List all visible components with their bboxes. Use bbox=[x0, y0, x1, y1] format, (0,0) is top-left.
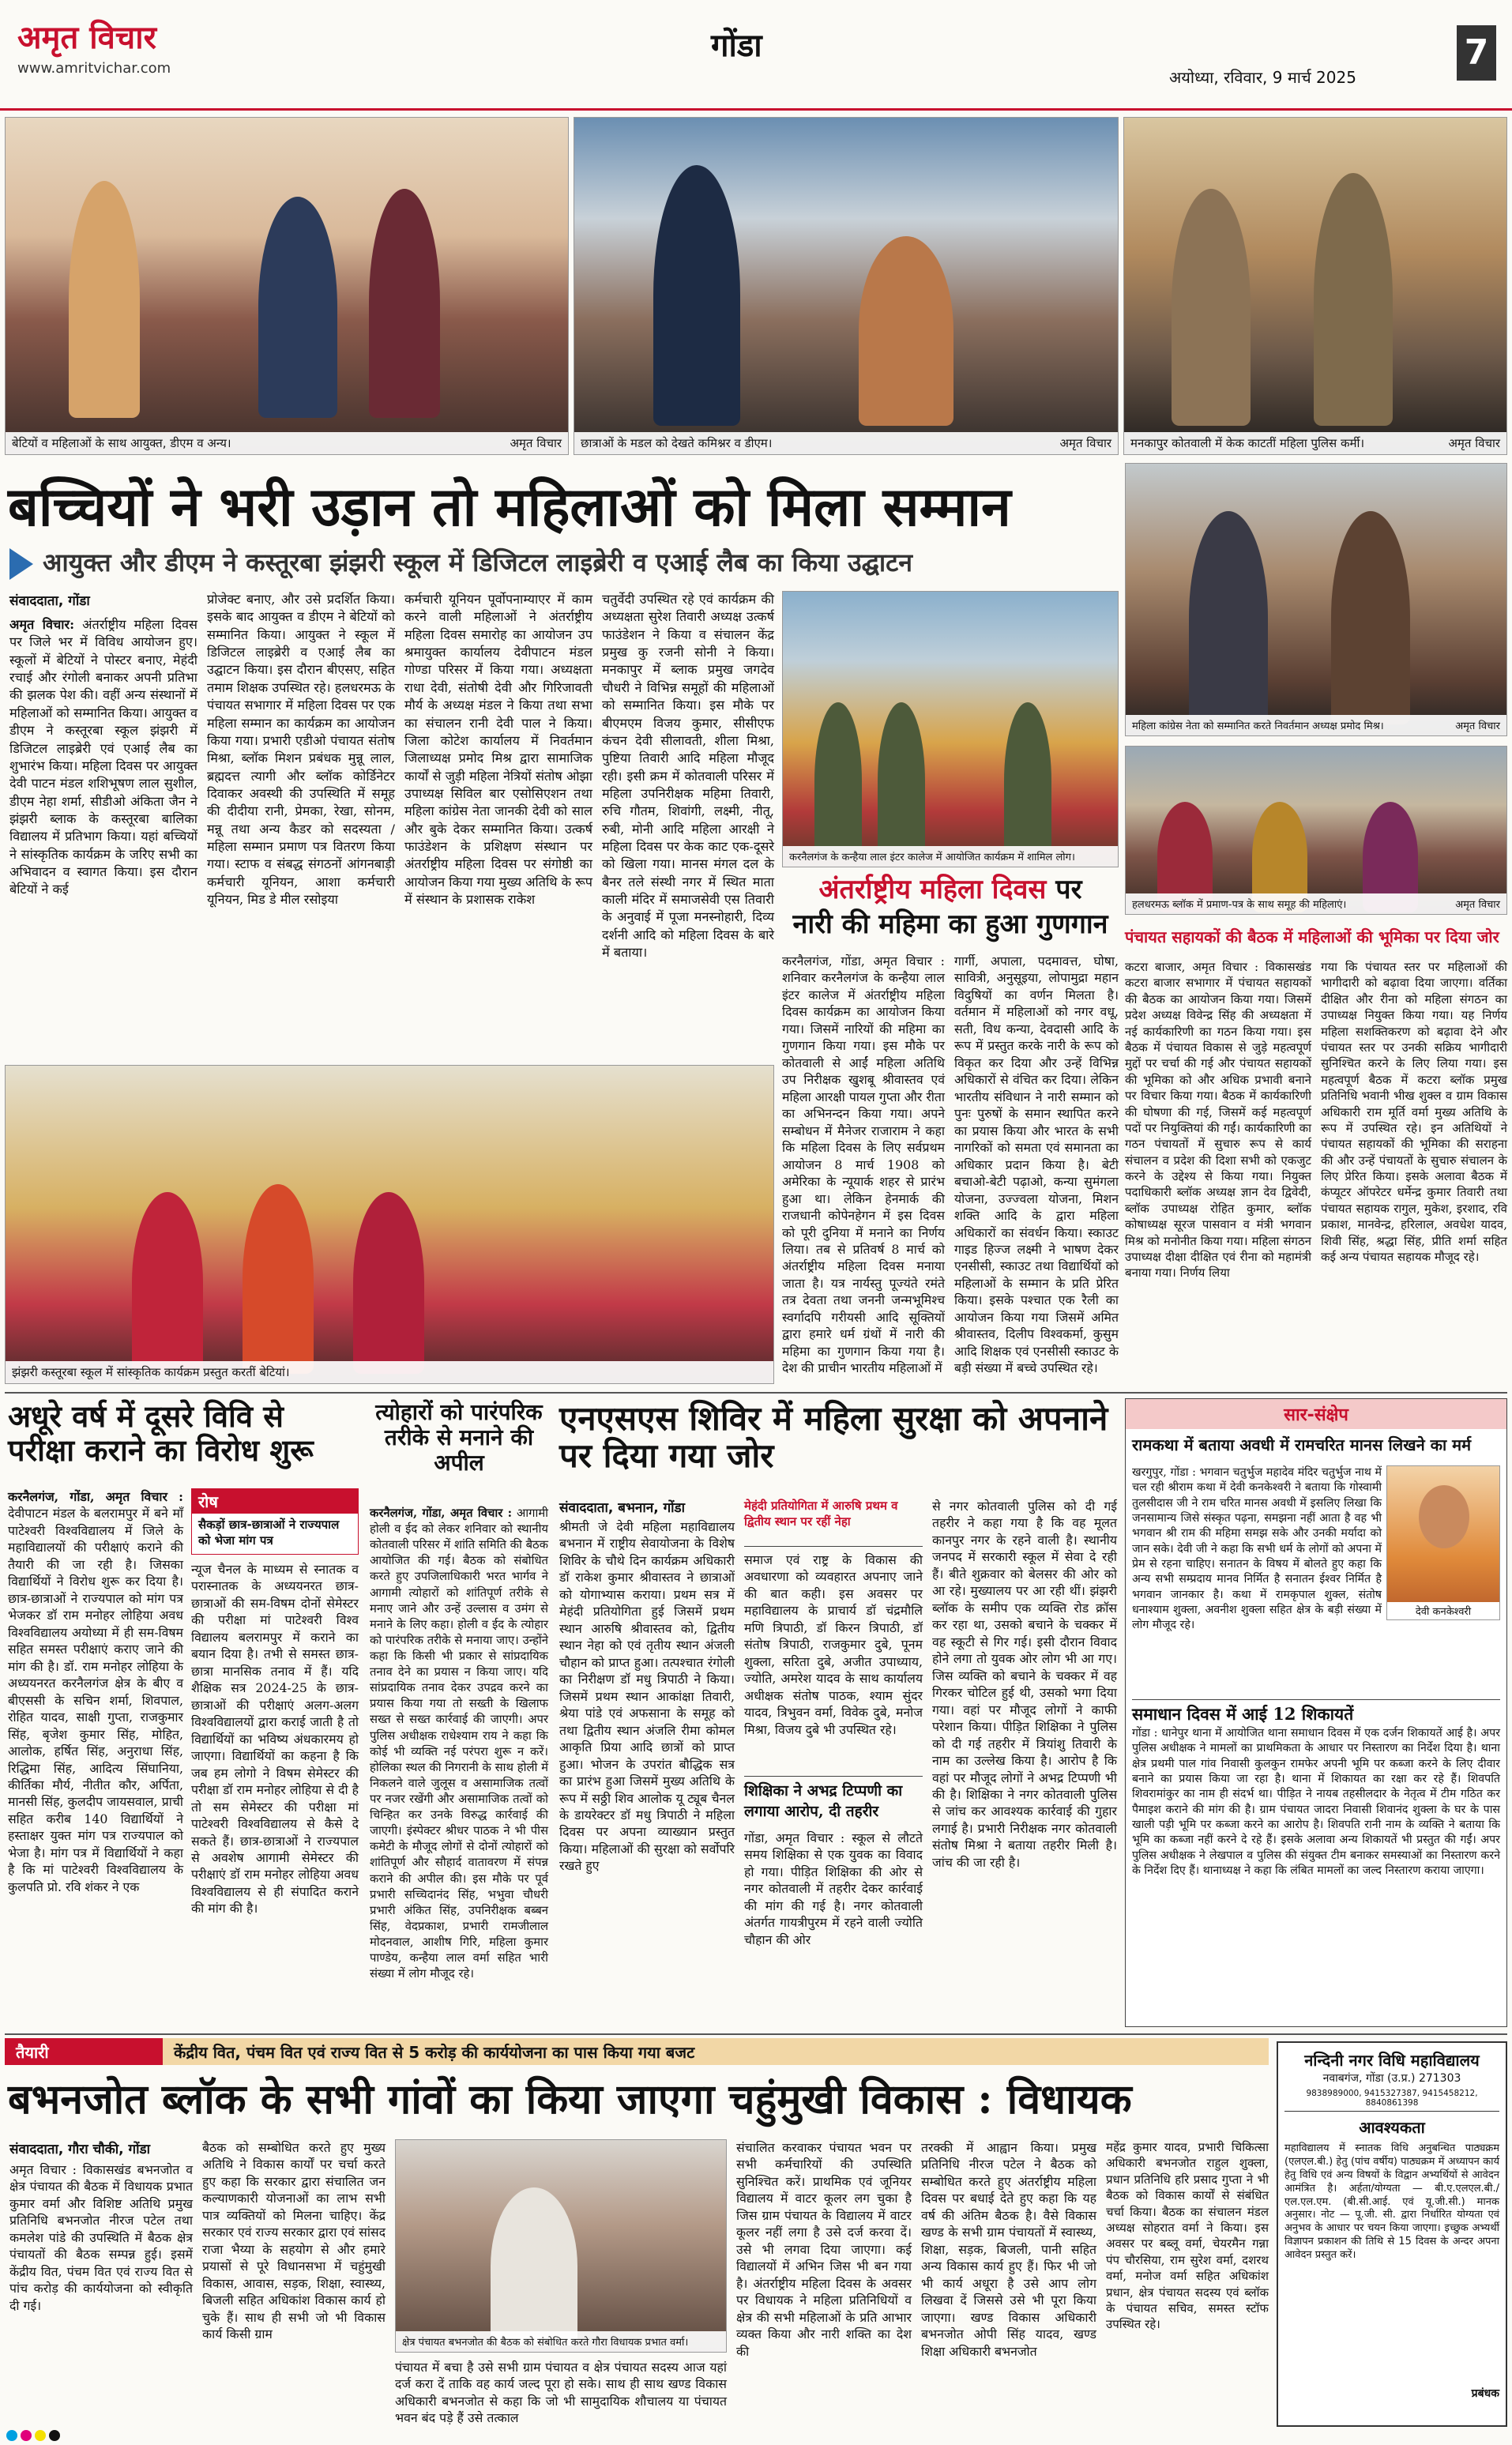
registration-mark bbox=[49, 2430, 60, 2441]
photo-1 bbox=[5, 117, 569, 455]
photo-credit: अमृत विचार bbox=[510, 436, 562, 450]
body-text: देवीपाटन मंडल के बलरामपुर में बने माँ पाटेश्वरी विश्वविद्यालय में जिले के महाविद्यालयों की परीक्षाएं कराने की तैयारी की जा रही है। जिसका विद्यार्थियों ने विरोध शुरू कर दिया है। छात्र-छात्राओं ने राज्यपाल को मांग पत्र भेजकर डॉ राम मनोहर लोहिया अवध विश्वविद्यालय अयोध्या में ही सम-विषम सहित समस्त परीक्षाएं कराए जाने की मांग की है। डॉ. राम मनोहर लोहिया के अध्ययनरत करनैलगंज क्षेत्र के बीए व बीएससी के सचिन शर्मा, शिवपाल, रोहित यादव, साक्षी गुप्ता, राजकुमार सिंह, बृजेश कुमार सिंह, मोहित, आलोक, हर्षित सिंह, अनुराधा सिंह, रिद्धिमा सिंह, आदित्य सिंघानिया, कीर्तिका मौर्य, नीतीत कौर, अर्पिता, मानसी सिंह, कुलदीप जायसवाल, प्राची सहित करीब 140 विद्यार्थियों ने हस्ताक्षर युक्त मांग पत्र राज्यपाल को भेजा है। मांग पत्र में विद्यार्थियों ने कहा है कि मां पाटेश्वरी विश्वविद्यालय के कुलपति प्रो. रवि शंकर ने एक bbox=[8, 1506, 183, 1894]
tayari-label: तैयारी bbox=[5, 2038, 163, 2065]
saar-box bbox=[1125, 1398, 1507, 2027]
page-number: 7 bbox=[1457, 25, 1496, 81]
tayari-strip: केंद्रीय वित, पंचम वित एवं राज्य वित से 5 करोड़ की कार्ययोजना का पास किया गया बजट bbox=[163, 2038, 1269, 2065]
tyohar-col bbox=[370, 1506, 548, 2026]
mahima-headline-main: नारी की महिमा का हुआ गुणगान bbox=[792, 908, 1108, 941]
photo-credit: अमृत विचार bbox=[1448, 436, 1500, 450]
ad-box[interactable] bbox=[1277, 2041, 1507, 2427]
brand-logo: अमृत विचार bbox=[17, 20, 156, 56]
photo-6 bbox=[782, 591, 1119, 867]
rosh-box bbox=[191, 1488, 359, 1555]
photo-3 bbox=[1123, 117, 1507, 455]
registration-mark bbox=[6, 2430, 17, 2441]
saar-h2: समाधान दिवस में आई 12 शिकायतें bbox=[1132, 1699, 1500, 1725]
divider bbox=[5, 2033, 1507, 2035]
rosh-title: रोष bbox=[192, 1489, 358, 1514]
lead-subhead: आयुक्त और डीएम ने कस्तूरबा झंझरी स्कूल में डिजिटल लाइब्रेरी व एआई लैब का किया उद्घाटन bbox=[43, 547, 913, 577]
lead-col-2: प्रोजेक्ट बनाए, और उसे प्रदर्शित किया। इसके बाद आयुक्त व डीएम ने बेटियों को सम्मानित किया। आयुक्त ने स्कूल में डिजिटल लाइब्रेरी व एआई लैब का उद्घाटन किया। इस दौरान बीएसए, सहित तमाम शिक्षक उपस्थित रहे। हलधरमऊ के पंचायत सभागार में महिला दिवस पर एक महिला सम्मान का कार्यक्रम का आयोजन किया गया। प्रभारी एडीओ पंचायत संतोष मिश्रा, ब्लॉक मिशन प्रबंधक मुन्नू लाल, ब्रह्मदत्त त्यागी और ब्लॉक कोर्डिनेटर दिवाकर अवस्थी की उपस्थिति में समूह की दीदीया रानी, प्रेमका, रेखा, सोनम, मन्नू तथा अन्य कैडर को सदस्यता / महिला सम्मान प्रमाण पत्र वितरण किया गया। स्टाफ व संबद्ध संगठनों आंगनबाड़ी कर्मचारी यूनियन, आशा कर्मचारी यूनियन, मिड डे मील रसोइया bbox=[207, 592, 395, 908]
saar-label: सार-संक्षेप bbox=[1126, 1399, 1506, 1429]
saar-p2: गोंडा : धानेपुर थाना में आयोजित थाना समाधान दिवस में एक दर्जन शिकायतें आई है। अपर पुलिस अधीक्षक ने मामलों का प्राथमिकता के आधार पर निस्तारण का निर्देश दिया है। थाना क्षेत्र प्रथमी पाल गांव निवासी कुलकुन रामफेर अपनी भूमि पर कब्जा करने के लिए दीवार बनाने का प्रयास किया जा रहा है। थाना में शिकायत का रक्षा कर रहे हैं। शिवपति शिवरामांकुर का नाम ही संदर्भ था। पीड़ित ने नायब तहसीलदार के नेतृत्व में टीम गठित कर पैमाइश कराने की मांग की है। ग्राम पंचायत जादरा निवासी शिवानंद शुक्ला के घर के पास खाली पड़ी भूमि पर कब्जा करने का आरोप है। शिवपति रानी नाम के व्यक्ति ने बताया कि भूमि का कब्जा नहीं करने दे रहे हैं। इसके अलावा अन्य शिकायतें भी प्रस्तुत की गईं। अपर पुलिस अधीक्षक ने लेखपाल व पुलिस की संयुक्त टीम बनाकर समस्याओं का निस्तारण करने के निर्देश दिए हैं। थानाध्यक्ष ने कहा कि लंबित मामलों का जल्द निस्तारण कराया जाएगा। bbox=[1132, 1727, 1500, 1877]
vivi-col-2: न्यूज चैनल के माध्यम से स्नातक व परास्नातक के अध्ययनरत छात्र-छात्राओं की सम-विषम दोनों सेमेस्टर की परीक्षा मां पाटेश्वरी विश्व विद्यालय बलरामपुर में कराने का बयान दिया है। तभी से समस्त छात्र-छात्रा मानसिक तनाव में हैं। यदि शैक्षिक सत्र 2024-25 के छात्र-छात्राओं की परीक्षाएं अलग-अलग विश्वविद्यालयों द्वारा कराई जाती है तो विद्यार्थियों का भविष्य अंधकारमय हो जाएगा। विद्यार्थियों का कहना है कि जब हम लोगो ने विषम सेमेस्टर की परीक्षा डॉ राम मनोहर लोहिया से दी है तो सम सेमेस्टर की परीक्षा मां पाटेश्वरी विश्वविद्यालय से कैसे दे सकते हैं। छात्र-छात्राओं ने राज्यपाल से अवशेष आगामी सेमेस्टर की परीक्षाएं डॉ राम मनोहर लोहिया अवध विश्वविद्यालय से ही संपादित कराने की मांग की है। bbox=[191, 1562, 359, 1917]
photo-caption: बेटियों व महिलाओं के साथ आयुक्त, डीएम व अन्य। bbox=[12, 436, 231, 450]
nss-callout: मेहंदी प्रतियोगिता में आरुषि प्रथम व द्वितीय स्थान पर रहीं नेहा bbox=[744, 1498, 923, 1547]
photo-8 bbox=[395, 2139, 727, 2353]
photo-2 bbox=[574, 117, 1119, 455]
registration-mark bbox=[21, 2430, 32, 2441]
portrait bbox=[1386, 1465, 1500, 1620]
sub-headline: शिक्षिका ने अभद्र टिप्पणी का लगाया आरोप, दी तहरीर bbox=[744, 1776, 923, 1825]
photo-7 bbox=[5, 1065, 774, 1384]
photo-5 bbox=[1125, 746, 1507, 915]
portrait-caption: देवी कनकेश्वरी bbox=[1387, 1602, 1499, 1619]
nss-col-3: से नगर कोतवाली पुलिस को दी गई तहरीर ने कहा गया है कि वह मूलत कानपुर नगर के रहने वाली है। स्थानीय जनपद में सरकारी स्कूल में सेवा दे रही हैं। बीते शुक्रवार को बेलसर की ओर को आ रहे। मुख्यालय पर आ रही थीं। झंझरी ब्लॉक के समीप एक व्यक्ति रोड क्रॉस कर रहा था, उसको बचाने के चक्कर में वह स्कूटी से गिर गई। इसी दौरान विवाद होने लगा तो युवक ओर लोग भी आ गए। जिस व्यक्ति को बचाने के चक्कर में वह गिरकर चोटिल हुई थी, उसको भगा दिया गया। वहां पर मौजूद लोगों ने काफी परेशान किया। पीड़ित शिक्षिका ने पुलिस को दी गई तहरीर में त्रियांशु तिवारी के नाम का उल्लेख किया है। आरोप है कि वहां पर मौजूद लोगों ने अभद्र टिप्पणी भी की है। शिक्षिका ने नगर कोतवाली पुलिस से जांच कर आवश्यक कार्रवाई की गुहार लगाई है। प्रभारी निरीक्षक नगर कोतवाली संतोष मिश्रा ने बताया तहरीर मिली है। जांच की जा रही है। bbox=[932, 1499, 1117, 1870]
body-text: अंतर्राष्ट्रीय महिला दिवस पर जिले भर में विविध आयोजन हुए। स्कूलों में बेटियों ने पोस्टर बनाए, मेहंदी रचाई और रंगोली बनाकर अपनी प्रतिभा की झलक पेश की। वहीं अन्य संस्थानों में महिलाओं को सम्मानित किया। आयुक्त व डीएम ने कस्तूरबा स्कूल झंझरी में डिजिटल लाइब्रेरी एवं एआई लैब का शुभारंभ किया। महिला दिवस पर आयुक्त देवी पाटन मंडल शशिभूषण लाल सुशील, डीएम नेहा शर्मा, सीडीओ अंकिता जैन ने झंझरी ब्लाक के कस्तूरबा बालिका विद्यालय में प्रतिभाग किया। यहां बच्चियों ने सांस्कृतिक कार्यक्रम के जरिए सभी का अभिवादन व स्वागत किया। इस दौरान बेटियों ने कई bbox=[9, 617, 197, 897]
vivi-col-1 bbox=[8, 1488, 183, 2026]
mahima-col-1: करनैलगंज, गोंडा, अमृत विचार : शनिवार करनैलगंज के कन्हैया लाल इंटर कालेज में अंतर्राष्ट्रीय महिला दिवस कार्यक्रम का आयोजन किया गया। जिसमें नारियों की महिमा का गुणगान किया गया। इस मौके पर कोतवाली से आईं महिला अतिथि उप निरीक्षक खुशबू श्रीवास्तव एवं महिला आरक्षी पायल गुप्ता और रीता का अभिनन्दन किया गया। अपने सम्बोधन में मैनेजर राजाराम ने कहा कि महिला दिवस के लिए सर्वप्रथम आयोजन 8 मार्च 1908 को अमेरिका के न्यूयार्क शहर से प्रारंभ हुआ था। लेकिन हेनमार्क की राजधानी कोपेनहेगन में इस दिवस को पूरी दुनिया में मनाने का निर्णय लिया। तब से प्रतिवर्ष 8 मार्च को अंतर्राष्ट्रीय महिला दिवस मनाया जाता है। यत्र नार्यस्तु पूज्यंते रमंते तत्र देवता तथा जननी जन्मभूमिश्च स्वर्गादपि गरीयसी आदि सूक्तियों द्वारा हमारे धर्म ग्रंथों में नारी की महिमा का गुणगान किया गया है। देश की प्राचीन भारतीय महिलाओं में bbox=[782, 954, 945, 1376]
photo-caption: छात्राओं के मडल को देखते कमिश्नर व डीएम। bbox=[581, 436, 773, 450]
arrow-icon bbox=[9, 548, 33, 580]
tayari-byline: संवाददाता, गौरा चौकी, गोंडा bbox=[9, 2142, 151, 2157]
tyohar-byline: करनैलगंज, गोंडा, अमृत विचार : bbox=[370, 1506, 513, 1520]
panchayat-col-2: गया कि पंचायत स्तर पर महिलाओं की भागीदारी को बढ़ावा दिया जाएगा। वर्तिका दीक्षित और रीना को महिला संगठन का उपाध्यक्ष नियुक्त किया गया। यह निर्णय महिला सशक्तिकरण को बढ़ावा देने और पंचायत स्तर पर उनकी सक्रिय भागीदारी सुनिश्चित करने के लिए लिया गया। इस महत्वपूर्ण बैठक में कटरा ब्लॉक प्रमुख प्रतिनिधि भवानी भीख शुक्ल व ग्राम विकास अधिकारी राम मूर्ति वर्मा मुख्य अतिथि के रूप में उपस्थित रहे। इन अतिथियों ने पंचायत सहायकों की भूमिका की सराहना की और उन्हें पंचायतों के सुचारु संचालन के लिए प्रेरित किया। इसके अलावा बैठक में कंप्यूटर ऑपरेटर धर्मेन्द्र कुमार तिवारी तथा पंचायत सहायक रागुल, मुकेश, इरशाद, रवि प्रकाश, मानवेन्द्र, हरिलाल, अवधेश यादव, शिवी सिंह, श्रद्धा सिंह, प्रीति शर्मा सहित कई अन्य पंचायत सहायक मौजूद रहे। bbox=[1321, 960, 1507, 1265]
divider bbox=[5, 1392, 1507, 1394]
tayari-col-4: संचालित करवाकर पंचायत भवन पर सभी कर्मचारियों की उपस्थिति सुनिश्चित करें। प्राथमिक एवं जूनियर विद्यालय में वाटर कूलर लग चुका है जिस ग्राम पंचायत के विद्यालय में वाटर कूलर नहीं लगा है उसे दर्ज करवा दें। उसे भी लगवा दिया जाएगा। कई विद्यालयों में अभिन जिस भी बन गया है। अंतर्राष्ट्रीय महिला दिवस के अवसर पर विधायक ने महिला प्रतिनिधियों व क्षेत्र की सभी महिलाओं के प्रति आभार व्यक्त किया और नारी शक्ति का देश की bbox=[736, 2140, 912, 2359]
lead-col-3: कर्मचारी यूनियन पूर्वोपनाम्याएर में काम करने वाली महिलाओं ने अंतर्राष्ट्रीय महिला दिवस समारोह का आयोजन उप श्रमायुक्त कार्यालय देवीपाटन मंडल गोण्डा परिसर में किया गया। अध्यक्षता राधा देवी, संतोषी देवी और गिरिजावती मौर्य के अध्यक्ष मंडल ने किया तथा सभा का संचालन रानी देवी पाल ने किया। जिला कोटेश कार्यालय में निवर्तमान जिलाध्यक्ष प्रमोद मिश्र द्वारा सामाजिक कार्यों से जुड़ी महिला नेत्रियों संतोष ओझा उपाध्यक्ष सिविल बार एसोसिएशन तथा महिला कांग्रेस नेता जानकी देवी को साल और बुके देकर सम्मानित किया। उत्कर्ष फाउंडेशन के प्रशिक्षण संस्थान पर अंतर्राष्ट्रीय महिला दिवस पर संगोष्ठी का आयोजन किया गया मुख्य अतिथि के रूप में संस्थान के प्रशासक राकेश bbox=[404, 592, 592, 908]
ad-title: नन्दिनी नगर विधि महाविद्यालय bbox=[1304, 2051, 1480, 2070]
lead-headline: बच्चियों ने भरी उड़ान तो महिलाओं को मिला सम्मान bbox=[8, 476, 1011, 539]
dateline-lead: अमृत विचार: bbox=[9, 617, 75, 632]
dateline: अयोध्या, रविवार, 9 मार्च 2025 bbox=[1169, 68, 1356, 87]
photo-caption: झंझरी कस्तूरबा स्कूल में सांस्कृतिक कार्यक्रम प्रस्तुत करतीं बेटियां। bbox=[12, 1365, 290, 1379]
tyohar-headline: त्योहारों को पारंपरिक तरीके से मनाने की अपील bbox=[375, 1399, 543, 1476]
photo-caption: क्षेत्र पंचायत बभनजोत की बैठक को संबोधित करते गौरा विधायक प्रभात वर्मा। bbox=[402, 2337, 689, 2349]
photo-caption: महिला कांग्रेस नेता को सम्मानित करते निवर्तमान अध्यक्ष प्रमोद मिश्र। bbox=[1132, 720, 1384, 732]
sub-col: गोंडा, अमृत विचार : स्कूल से लौटते समय शिक्षिका से एक युवक का विवाद हो गया। पीड़ित शिक्षिका की ओर से नगर कोतवाली में तहरीर देकर कार्रवाई की मांग की गई है। नगर कोतवाली अंतर्गत गायत्रीपुरम में रहने वाली ज्योति चौहान की ओर bbox=[744, 1830, 923, 1947]
byline: संवाददाता, गोंडा bbox=[9, 593, 90, 609]
mahima-col-2: गार्गी, अपाला, पदमावत्त, घोषा, सावित्री, अनुसूइया, लोपामुद्रा महान विदुषियों का वर्णन मिलता है। वर्तमान में महिलाओं को नगर वधू, सती, विध कन्या, देवदासी आदि के रूप में प्रस्तुत करके नारी के रूप को विकृत कर दिया और उन्हें विभिन्न अधिकारों से वंचित कर दिया। लेकिन भारतीय संविधान ने नारी सम्मान को पुनः पुरुषों के समान स्थापित करने का प्रयास किया और भारत के सभी नागरिकों को समता एवं समानता का अधिकार प्रदान किया है। बेटी बचाओ-बेटी पढ़ाओ, कन्या सुमंगला योजना, उज्ज्वला योजना, मिशन शक्ति आदि के द्वारा महिला अधिकारों का संवर्धन किया। स्काउट गाइड हिज्ज लक्ष्मी ने भाषण देकर एनसीसी, स्काउट तथा विद्यार्थियों को महिलाओं के सम्मान के प्रति प्रेरित किया। इसके पश्चात एक रैली का आयोजन किया गया जिसमें अमित श्रीवास्तव, दिलीप विश्वकर्मा, कुसुम आदि शिक्षक एवं एनसीसी स्काउट के बड़ी संख्या में बच्चे उपस्थित रहे। bbox=[954, 954, 1119, 1376]
vivi-headline: अधूरे वर्ष में दूसरे विवि से परीक्षा कराने का विरोध शुरू bbox=[8, 1398, 314, 1468]
photo-4 bbox=[1125, 463, 1507, 736]
photo-caption: करनैलगंज के कन्हैया लाल इंटर कालेज में आयोजित कार्यक्रम में शामिल लोग। bbox=[789, 852, 1075, 863]
ad-body: महाविद्यालय में स्नातक विधि अनुबन्धित पाठ्यक्रम (एलएल.बी.) हेतु (पांच वर्षीय) पाठ्यक्रम में अध्यापन कार्य हेतु विधि एवं अन्य विषयों के विद्वान अभ्यर्थियों से आवेदन आमंत्रित है। अर्हता/योग्यता — बी.ए.एलएल.बी./एल.एल.एम. (बी.सी.आई. एवं यू.जी.सी.) मानक अनुसार। नोट — पू.जी. सी. द्वारा निर्धारित योग्यता एवं अनुभव के आधार पर चयन किया जाएगा। इच्छुक अभ्यर्थी विज्ञापन प्रकाशन की तिथि से 15 दिवस के अन्दर अपना आवेदन प्रस्तुत करें। bbox=[1284, 2142, 1499, 2262]
nss-headline: एनएसएस शिविर में महिला सुरक्षा को अपनाने पर दिया गया जोर bbox=[559, 1399, 1108, 1476]
photo-credit: अमृत विचार bbox=[1455, 720, 1500, 732]
registration-mark bbox=[35, 2430, 46, 2441]
lead-col-4: चतुर्वेदी उपस्थित रहे एवं कार्यक्रम की अध्यक्षता सुरेश तिवारी अध्यक्ष उत्कर्ष फाउंडेशन ने किया व संचालन केंद्र प्रमुख कु रजनी सोनी ने किया। मनकापुर में ब्लाक प्रमुख जगदेव चौधरी ने विभिन्न समूहों की महिलाओं को सम्मानित किया। इस मौके पर बीएमएम विजय कुमार, सीसीएफ कंचन देवी सीलावती, शीला मिश्रा, पुष्टिया तिवारी आदि महिला मौजूद रही। इसी क्रम में कोतवाली परिसर में महिला उपनिरीक्षक महिमा तिवारी, रुचि गौतम, शिवांगी, लक्ष्मी, नीतू, रुबी, मोनी आदि महिला आरक्षी ने महिला दिवस पर केक काट एक-दूसरे को खिला गया। मानस मंगल दल के बैनर तले संस्थी नगर में स्थित माता काली मंदिर में समाजसेवी एस तिवारी के अनुवाई में पूजा मनस्नोहारी, दिव्य दर्शनी आदि को महिला दिवस के बारे में बताया। bbox=[602, 592, 774, 961]
photo-credit: अमृत विचार bbox=[1059, 436, 1111, 450]
mahima-headline bbox=[782, 872, 1119, 948]
tayari-col-5: तरक्की में आह्वान किया। प्रमुख प्रतिनिधि नीरज पटेल ने बैठक को सम्बोधित करते हुए अंतर्राष्ट्रीय महिला दिवस पर बधाई देते हुए कहा कि यह वर्ष की अंतिम बैठक है। वैसे विकास खण्ड के सभी ग्राम पंचायतों में स्वास्थ्य, शिक्षा, सड़क, बिजली, पानी सहित अन्य विकास कार्य हुए हैं। फिर भी जो भी कार्य अधूरा है उसे आप लोग लिखवा दें जिससे उसे भी पूरा किया जाएगा। खण्ड विकास अधिकारी बभनजोत ओपी सिंह यादव, खण्ड शिक्षा अधिकारी बभनजोत bbox=[921, 2140, 1096, 2359]
nss-col-2: समाज एवं राष्ट्र के विकास की अवधारणा को व्यवहारत अपनाए जाने की बात कही। इस अवसर पर महाविद्यालय के प्राचार्य डॉ चंद्रमौलि मणि त्रिपाठी, डॉ किरन त्रिपाठी, डॉ संतोष त्रिपाठी, राजकुमार दुबे, पूनम शुक्ला, सरिता दुबे, अजीत उपाध्याय, ज्योति, अमरेश यादव के साथ कार्यालय अधीक्षक संतोष पाठक, श्याम सुंदर यादव, त्रिभुवन वर्मा, विवेक दुबे, मनोज मिश्रा, विजय दुबे भी उपस्थित रहे। bbox=[744, 1552, 923, 1737]
mahima-headline-pre: पर bbox=[1055, 874, 1082, 905]
saar-p1-part: खरगुपुर, गोंडा : भगवान चतुर्भुज महादेव मंदिर चतुर्भुज नाथ में चल रही श्रीराम कथा में देवी कनकेश्वरी ने बताया कि गोस्वामी तुलसीदास जी ने राम चरित मानस अवधी में इसलिए लिखा कि जनसामान्य जिसे संस्कृत पढ़ना, समझना नहीं आता है वह भी भगवान श्री राम की महिमा समझ सके और उनकी मर्यादा को जान सके। देवी जी ने कहा कि सभी धर्म के लोगों को अपना में प्रेम से रहना चाहिए। सनातन के विषय में बोलते हुए कहा कि अन्य सभी सम्प्रदाय मानव निर्मित है सनातन ईश्वर निर्मित है भगवान जानकार है। कथा में रामकृपाल शुक्ल, संतोष धनाश्याम शुक्ला, अवनीश शुक्ला सहित क्षेत्र के बड़ी संख्या में लोग मौजूद रहे। bbox=[1132, 1466, 1382, 1632]
rosh-subtitle: सैकड़ों छात्र-छात्राओं ने राज्यपाल को भेजा मांग पत्र bbox=[198, 1518, 340, 1548]
photo-caption: मनकापुर कोतवाली में केक काटतीं महिला पुलिस कर्मी। bbox=[1130, 436, 1365, 450]
tayari-col-2: बैठक को सम्बोधित करते हुए मुख्य अतिथि ने विकास कार्यों पर चर्चा करते हुए कहा कि सरकार द्वारा संचालित जन कल्याणकारी योजनाओं का लाभ सभी पात्र व्यक्तियों को मिलना चाहिए। केंद्र सरकार एवं राज्य सरकार द्वारा एवं सांसद राजा भैय्या के सहयोग से और हमारे प्रयासों से पूरे विधानसभा में चहुंमुखी विकास, आवास, सड़क, शिक्षा, स्वास्थ्य, बिजली सहित अधिकांश विकास कार्य हो चुके हैं। साथ ही सभी जो भी विकास कार्य किसी ग्राम bbox=[202, 2140, 386, 2342]
lead-col-1 bbox=[9, 616, 197, 1059]
body-text: आगामी होली व ईद को लेकर शनिवार को स्थानीय कोतवाली परिसर में शांति समिति की बैठक आयोजित की गई। बैठक को संबोधित करते हुए उपजिलाधिकारी भरत भार्गव ने आगामी त्योहारों को शांतिपूर्ण तरीके से मनाए जाने और उन्हें उल्लास व उमंग से मनाने के लिए कहा। होली व ईद के त्योहार को पारंपरिक तरीके से मनाया जाए। उन्होंने कहा कि किसी भी प्रकार से सांप्रदायिक तनाव देने का प्रयास न किया जाए। यदि सांप्रदायिक तनाव देकर उपद्रव करने का प्रयास किया गया तो सख्ती के खिलाफ सख्त से सख्त कार्रवाई की जाएगी। अपर पुलिस अधीक्षक राधेश्याम राय ने कहा कि कोई भी व्यक्ति नई परंपरा शुरू न करें। होलिका स्थल की निगरानी के साथ होली में निकलने वाले जुलूस व असामाजिक तत्वों पर नजर रखेंगी और असामाजिक तत्वों को चिन्हित कर उनके विरुद्ध कार्रवाई की जाएगी। इंस्पेक्टर श्रीधर पाठक ने भी पीस कमेटी के मौजूद लोगों से दोनों त्योहारों को शांतिपूर्ण और सौहार्द वातावरण में संपन्न कराने की अपील की। इस मौके पर पूर्व प्रभारी सच्चिदानंद सिंह, भभुवा चौधरी प्रभारी अंकित सिंह, उपनिरीक्षक बब्बन सिंह, वेदप्रकाश, प्रभारी रामजीलाल मोदनवाल, आशीष गिरि, महिला कुमार पाण्डेय, कन्हैया लाल वर्मा सहित भारी संख्या में लोग मौजूद रहे। bbox=[370, 1506, 548, 1981]
brand-url[interactable]: www.amritvichar.com bbox=[17, 60, 171, 77]
edition-city: गोंडा bbox=[711, 28, 762, 64]
ad-phones: 9838989000, 9415327387, 9415458212, 8840861398 bbox=[1284, 2086, 1499, 2112]
ad-address: नवाबगंज, गोंडा (उ.प्र.) 271303 bbox=[1322, 2072, 1461, 2085]
ad-notice-title: आवश्यकता bbox=[1359, 2118, 1425, 2137]
nss-col-1: श्रीमती जे देवी महिला महाविद्यालय बभनान में राष्ट्रीय सेवायोजना के विशेष शिविर के चौथे दिन कार्यक्रम अधिकारी डॉ राकेश कुमार श्रीवास्तव ने छात्राओं को योगाभ्यास कराया। प्रथम सत्र में मेहंदी प्रतियोगिता हुई जिसमें प्रथम स्थान आरुषि श्रीवास्तव को, द्वितीय स्थान नेहा को एवं तृतीय स्थान अंजली चौहान को प्राप्त हुआ। तत्पश्चात रंगोली का निरीक्षण डॉ मधु त्रिपाठी ने किया। जिसमें प्रथम स्थान आकांक्षा तिवारी, श्रेया पांडे एवं अफसाना के समूह को तथा द्वितीय स्थान अंजलि रीमा कोमल आकृति प्रिया आदि छात्रों को प्राप्त हुआ। भोजन के उपरांत बौद्धिक सत्र का प्रारंभ हुआ जिसमें मुख्य अतिथि के रूप में सठ्ठी शिव आलोक यू ट्यूब चैनल के डायरेक्टर डॉ मधु त्रिपाठी ने महिला दिवस पर अपना व्याख्यान प्रस्तुत किया। महिलाओं की सुरक्षा को सर्वोपरि रखते हुए bbox=[559, 1519, 735, 1874]
vivi-byline: करनैलगंज, गोंडा, अमृत विचार : bbox=[8, 1489, 183, 1504]
photo-credit: अमृत विचार bbox=[1455, 899, 1500, 911]
photo-caption: हलधरमऊ ब्लॉक में प्रमाण-पत्र के साथ समूह की महिलाएं। bbox=[1132, 899, 1347, 911]
masthead bbox=[0, 0, 1512, 111]
panchayat-col-1: कटरा बाजार, अमृत विचार : विकासखंड कटरा बाजार सभागार में पंचायत सहायकों की बैठक का आयोजन किया गया। जिसमें प्रदेश अध्यक्ष विवेन्द्र सिंह की अध्यक्षता में नई कार्यकारिणी का गठन किया गया। इस बैठक में पंचायत विकास से जुड़े महत्वपूर्ण मुद्दों पर चर्चा की गई और पंचायत सहायकों की भूमिका को और अधिक प्रभावी बनाने पर विचार किया गया। बैठक में कार्यकारिणी की घोषणा की गई, जिसमें कई महत्वपूर्ण पदों पर नियुक्तियां की गईं। कार्यकारिणी का गठन पंचायतों में सुचारु रूप से कार्य संचालन व प्रदेश की दिशा सभी को एकजुट करने के उद्देश्य से किया गया। नियुक्त पदाधिकारी ब्लॉक अध्यक्ष ज्ञान देव द्विवेदी, ब्लॉक उपाध्यक्ष रोहित कुमार, ब्लॉक कोषाध्यक्ष सूरज पासवान व मंत्री भगवान मिश्र को मनोनीत किया गया। महिला संगठन उपाध्यक्ष दीक्षा दीक्षित एवं रीना को महामंत्री बनाया गया। निर्णय लिया bbox=[1125, 960, 1311, 1281]
saar-h1: रामकथा में बताया अवधी में रामचरित मानस लिखने का मर्म bbox=[1132, 1435, 1472, 1454]
tayari-col-1: अमृत विचार : विकासखंड बभनजोत व क्षेत्र पंचायत की बैठक में विधायक प्रभात कुमार वर्मा और विशिष्ट अतिथि प्रमुख प्रतिनिधि बभनजोत नीरज पटेल तथा कमलेश पांडे की उपस्थिति में बैठक क्षेत्र पंचायतों की बैठक सम्पन्न हुई। इसमें केंद्रीय वित, पंचम वित एवं राज्य वित से पांच करोड़ की कार्ययोजना को स्वीकृति दी गई। bbox=[9, 2162, 193, 2313]
ad-signature: प्रबंधक bbox=[1471, 2387, 1499, 2400]
tayari-col-3: पंचायत में बचा है उसे सभी ग्राम पंचायत व क्षेत्र पंचायत सदस्य आज यहां दर्ज करा दें ताकि वह कार्य जल्द पूरा हो सके। साथ ही साथ खण्ड विकास अधिकारी बभनजोत से कहा कि जो भी सामुदायिक शौचालय या पंचायत भवन बंद पड़े हैं उसे तत्काल bbox=[395, 2360, 727, 2426]
tayari-col-6: महेंद्र कुमार यादव, प्रभारी चिकित्सा अधिकारी बभनजोत राहुल शुक्ला, प्रधान प्रतिनिधि हरि प्रसाद गुप्ता ने भी बैठक को विकास कार्यों से संबंधित चर्चा किया। बैठक का संचालन मंडल अध्यक्ष सोहरात वर्मा ने किया। इस अवसर पर बब्लू वर्मा, चेयरमैन गन्ना पंप चौरसिया, राम सुरेश वर्मा, दशरथ वर्मा, मनोज वर्मा सहित अधिकांश प्रधान, क्षेत्र पंचायत सदस्य एवं ब्लॉक के पंचायत सचिव, समस्त स्टॉफ उपस्थित रहे। bbox=[1106, 2140, 1269, 2332]
tayari-headline: बभनजोत ब्लॉक के सभी गांवों का किया जाएगा चहुंमुखी विकास : विधायक bbox=[8, 2075, 1132, 2123]
nss-byline: संवाददाता, बभनान, गोंडा bbox=[559, 1500, 686, 1516]
panchayat-headline: पंचायत सहायकों की बैठक में महिलाओं की भूमिका पर दिया जोर bbox=[1125, 927, 1499, 946]
mahima-headline-red: अंतर्राष्ट्रीय महिला दिवस bbox=[818, 874, 1047, 905]
